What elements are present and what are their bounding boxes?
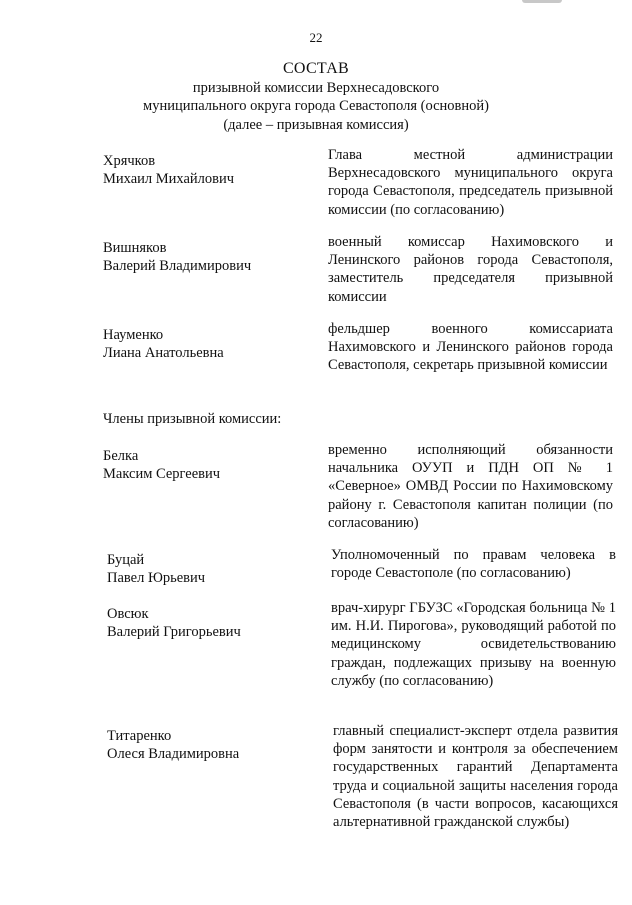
member-role: временно исполняющий обязанности начальника ОУУП и ПДН ОП № 1 «Северное» ОМВД России по Нахимовскому району г. Севастополя капитан полиции (по согласованию) xyxy=(328,442,613,531)
member-name xyxy=(107,605,241,641)
member-name xyxy=(107,727,239,763)
person-given-name: Валерий Григорьевич xyxy=(107,624,241,640)
person-surname: Белка xyxy=(103,448,139,464)
person-given-name: Михаил Михайлович xyxy=(103,171,235,187)
person-given-name: Валерий Владимирович xyxy=(103,258,252,274)
person-name-deputy xyxy=(103,239,251,275)
person-given-name: Олеся Владимировна xyxy=(107,746,240,762)
person-given-name: Максим Сергеевич xyxy=(103,466,221,482)
person-role-secretary: фельдшер военного комиссариата Нахимовского и Ленинского районов города Севастополя, секретарь призывной комиссии xyxy=(328,321,613,374)
scan-artifact xyxy=(522,0,562,3)
person-surname: Буцай xyxy=(107,552,145,568)
person-surname: Вишняков xyxy=(103,240,167,256)
person-role-chairman: Глава местной администрации Верхнесадовского муниципального округа города Севастополя, председатель призывной комиссии (по согласованию) xyxy=(328,147,613,218)
member-role: врач-хирург ГБУЗС «Городская больница № 1 им. Н.И. Пирогова», руководящий работой по медицинскому освидетельствованию граждан, подлежащих призыву на военную службу (по согласованию) xyxy=(331,600,616,689)
person-surname: Овсюк xyxy=(107,606,149,622)
page-number: 22 xyxy=(309,30,323,45)
person-role-deputy: военный комиссар Нахимовского и Ленинского районов города Севастополя, заместитель председателя призывной комиссии xyxy=(328,234,613,305)
person-name-chairman xyxy=(103,152,234,188)
member-name xyxy=(103,447,220,483)
person-given-name: Лиана Анатольевна xyxy=(103,345,224,361)
member-role: Уполномоченный по правам человека в городе Севастополе (по согласованию) xyxy=(331,547,616,582)
document-title: СОСТАВ xyxy=(282,60,350,77)
person-given-name: Павел Юрьевич xyxy=(107,570,206,586)
heading-line-2: муниципального округа города Севастополя (основной) xyxy=(143,98,489,114)
person-surname: Науменко xyxy=(103,327,164,343)
member-role: главный специалист-эксперт отдела развития форм занятости и контроля за обеспечением государственных гарантий Департамента труда и социальной защиты населения города Севастополя (в части вопросов, касающихся альтернативной гражданской службы) xyxy=(333,723,618,831)
person-surname: Хрячков xyxy=(103,153,156,169)
heading-line-1: призывной комиссии Верхнесадовского xyxy=(192,79,440,96)
member-name xyxy=(107,551,205,587)
person-surname: Титаренко xyxy=(107,728,172,744)
document-heading xyxy=(0,60,632,134)
members-section-label: Члены призывной комиссии: xyxy=(103,411,282,427)
heading-line-3: (далее – призывная комиссия) xyxy=(223,116,409,133)
person-name-secretary xyxy=(103,326,224,362)
